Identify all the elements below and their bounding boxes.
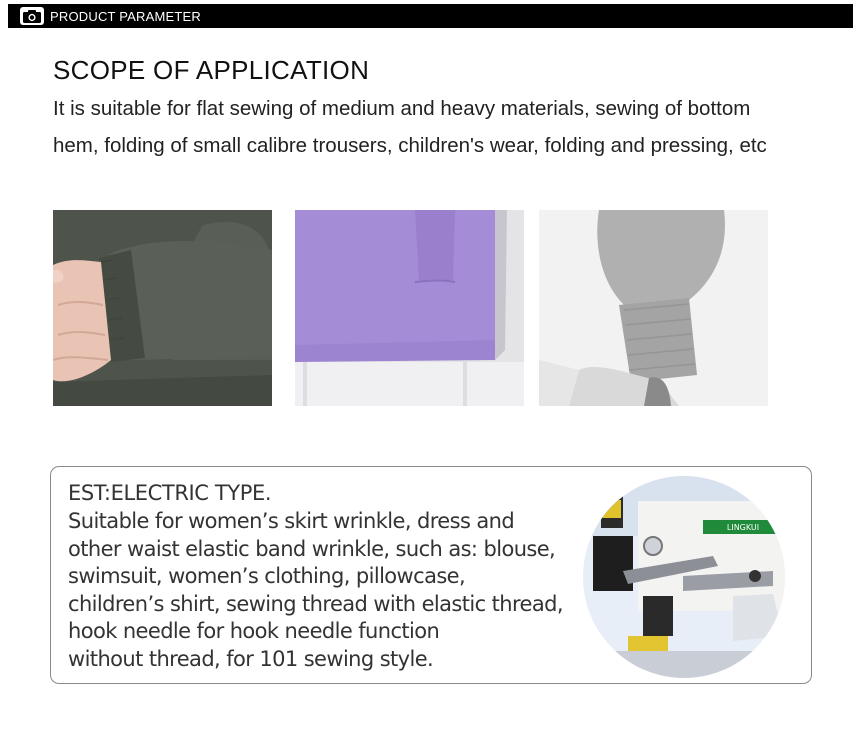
- scope-description: It is suitable for flat sewing of medium and heavy materials, sewing of bottom hem, folding of small calibre trousers, children's wear, folding and pressing, etc: [53, 97, 767, 157]
- photo-olive-sweatshirt-cuff: [53, 210, 272, 406]
- info-line: children’s shirt, sewing thread with elastic thread,: [68, 591, 563, 616]
- photo-lavender-hoodie-hem: [295, 210, 524, 406]
- info-title: EST:ELECTRIC TYPE.: [68, 481, 272, 505]
- info-line: hook needle for hook needle function: [68, 619, 440, 643]
- info-line: Suitable for women’s skirt wrinkle, dress and: [68, 509, 515, 533]
- sewing-machine-image: [583, 476, 785, 678]
- info-description: [68, 508, 598, 673]
- scope-title: SCOPE OF APPLICATION: [53, 55, 370, 85]
- header-bar: [8, 4, 853, 28]
- machine-brand-label: LINGKUI: [726, 523, 760, 532]
- photo-grey-jogger-cuff: [539, 210, 768, 406]
- info-line: without thread, for 101 sewing style.: [68, 646, 434, 671]
- header-label: PRODUCT PARAMETER: [50, 8, 201, 24]
- camera-icon: [20, 7, 44, 25]
- info-line: swimsuit, women’s clothing, pillowcase,: [68, 564, 466, 588]
- info-line: other waist elastic band wrinkle, such as: blouse,: [68, 536, 556, 561]
